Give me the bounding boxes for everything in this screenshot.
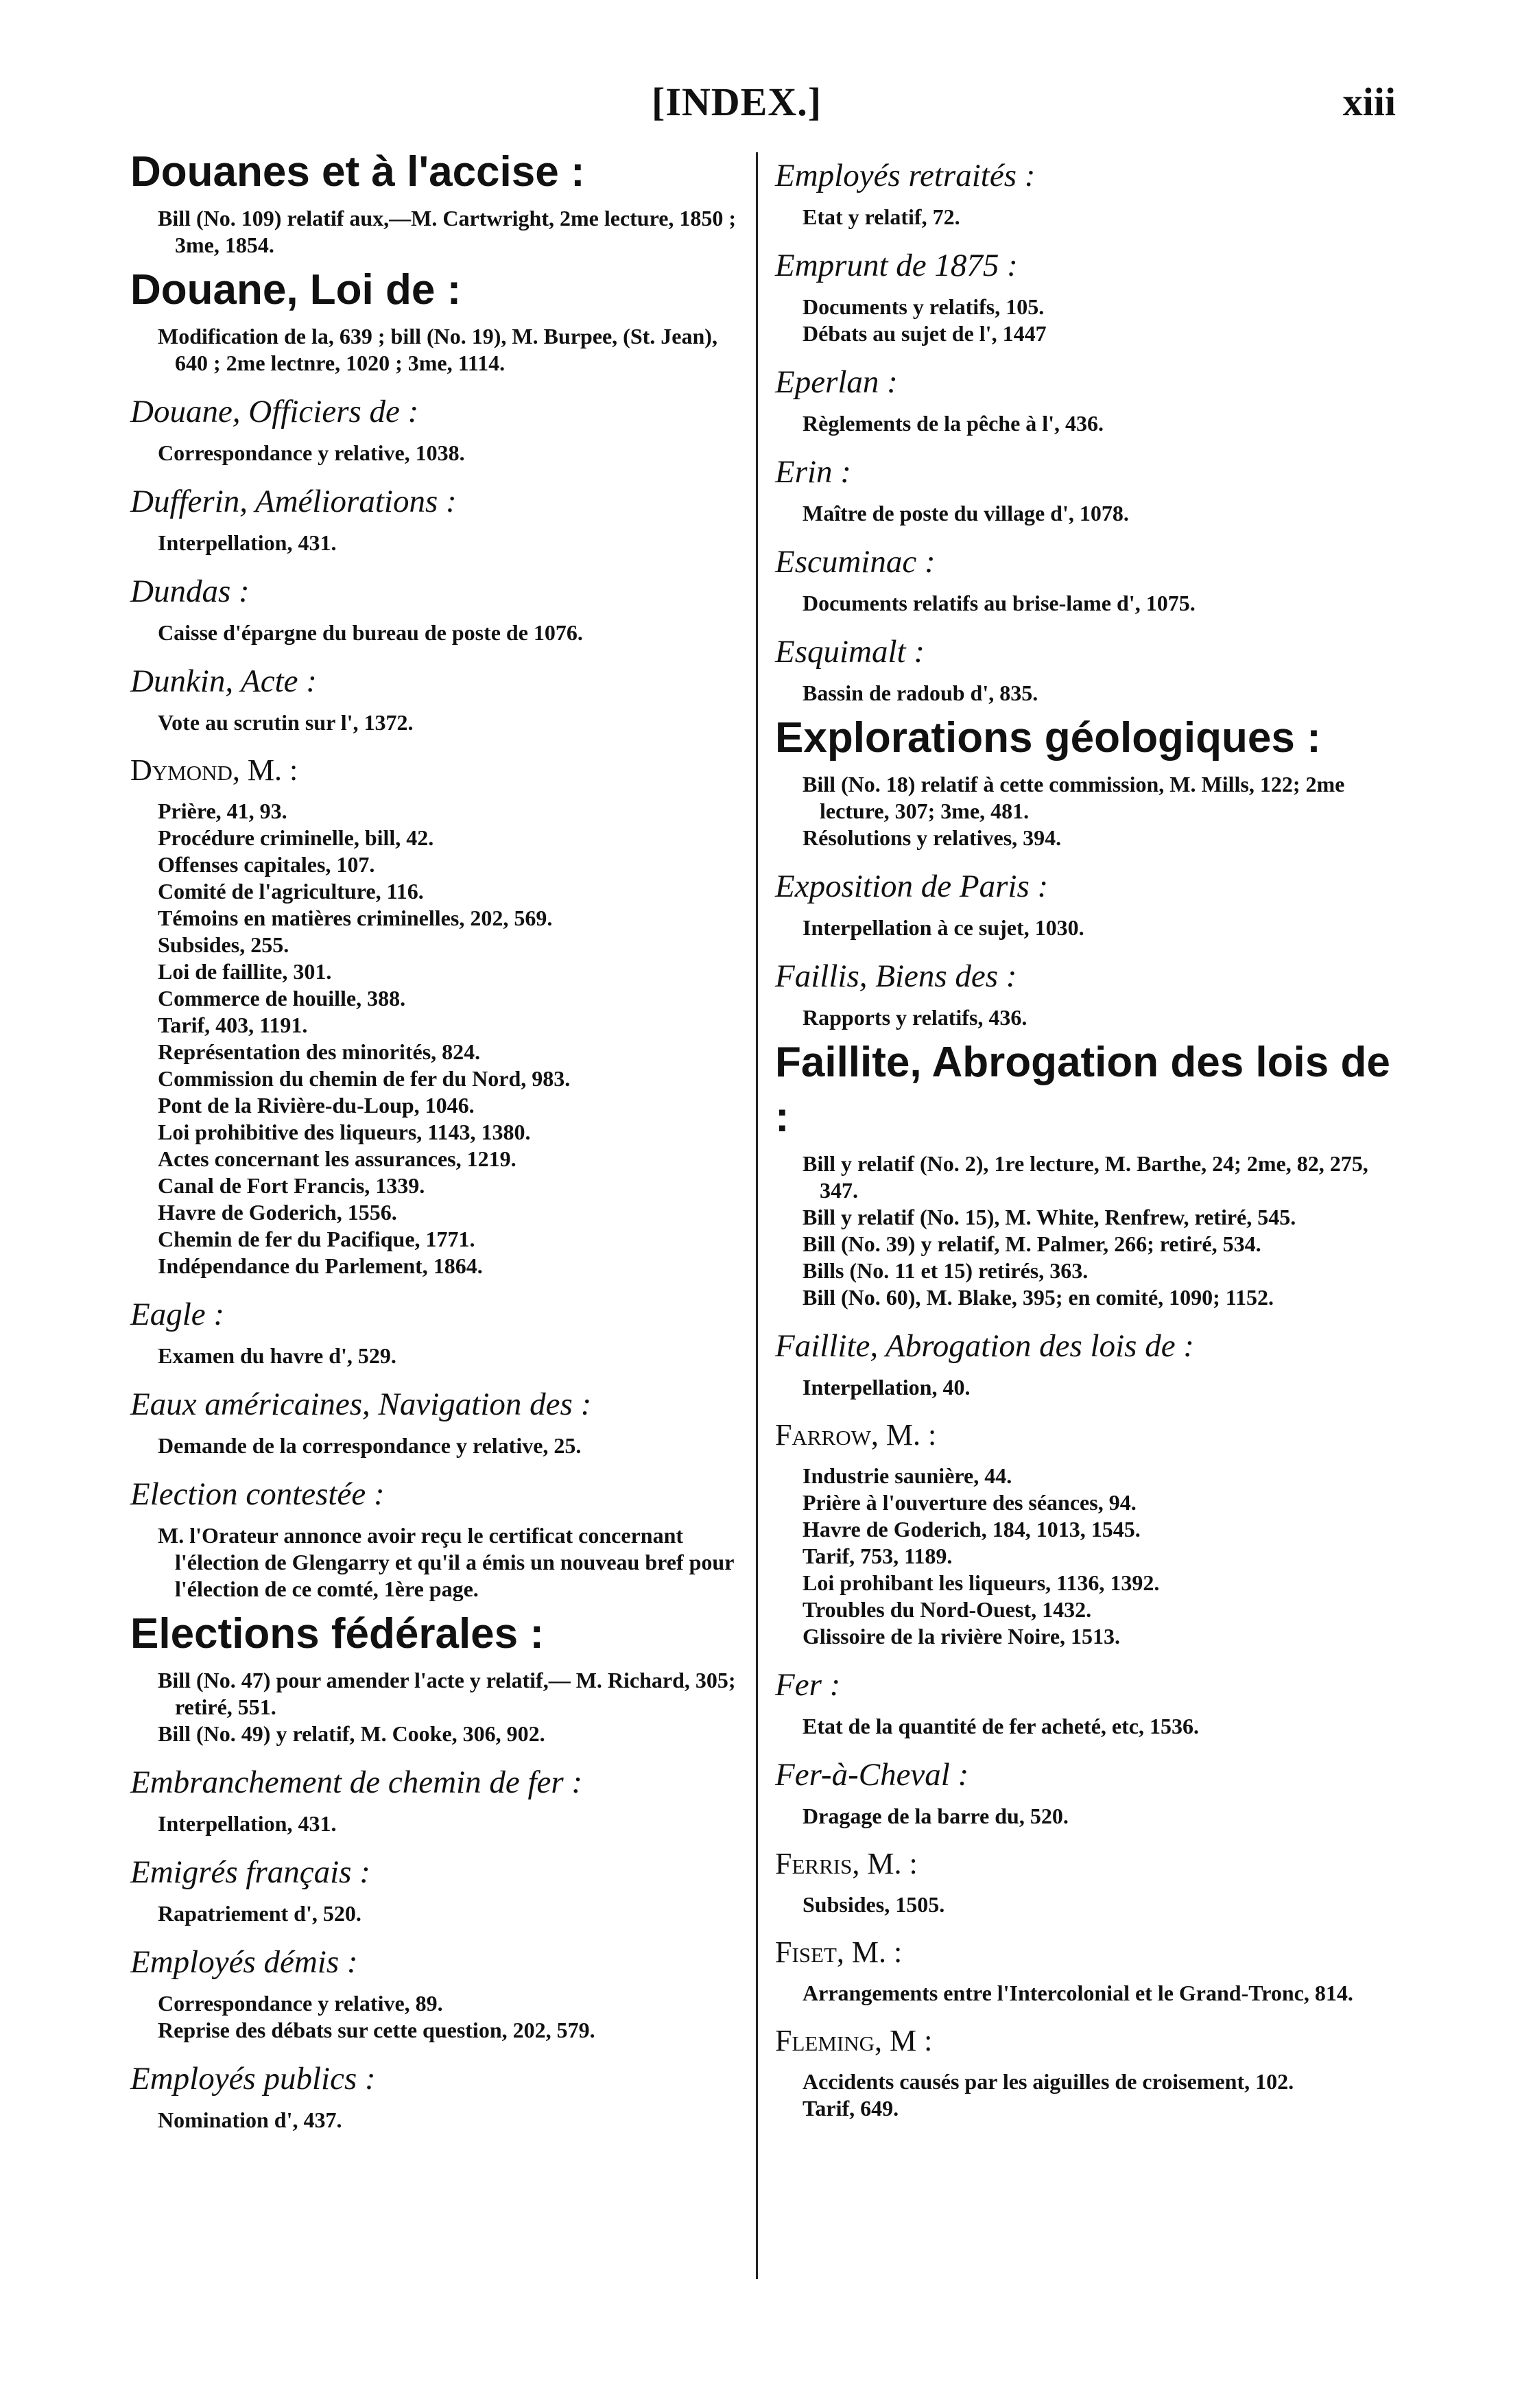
entry-line: Bill y relatif (No. 2), 1re lecture, M. Barthe, 24; 2me, 82, 275, 347. — [803, 1151, 1368, 1203]
entry-heading: Eaux américaines, Navigation des : — [130, 1386, 592, 1422]
entry-references — [130, 1522, 748, 1603]
entry-line: M. l'Orateur annonce avoir reçu le certificat concernant l'élection de Glengarry et qu'il a émis un nouveau bref pour l'élection de ce comté, 1ère page. — [158, 1523, 734, 1601]
index-entry — [130, 1939, 748, 2044]
entry-line: Offenses capitales, 107. — [158, 852, 375, 877]
entry-heading: Employés démis : — [130, 1944, 358, 1980]
index-entry — [130, 659, 748, 736]
page-header — [0, 79, 1533, 141]
entry-line: Pont de la Rivière-du-Loup, 1046. — [158, 1093, 475, 1118]
entry-line: Rapatriement d', 520. — [158, 1901, 361, 1926]
entry-references — [130, 798, 748, 1279]
index-entry — [775, 243, 1399, 347]
entry-heading: Dymond, M. : — [130, 753, 298, 787]
entry-line: Bill y relatif (No. 15), M. White, Renfrew, retiré, 545. — [803, 1205, 1296, 1229]
entry-line: Résolutions y relatives, 394. — [803, 825, 1062, 850]
entry-references — [130, 2107, 748, 2134]
entry-heading: Dunkin, Acte : — [130, 663, 317, 699]
index-entry — [130, 1472, 748, 1603]
entry-line: Bill (No. 109) relatif aux,—M. Cartwright, 2me lecture, 1850 ; 3me, 1854. — [158, 206, 737, 257]
entry-heading: Emprunt de 1875 : — [775, 248, 1018, 283]
index-entry — [130, 2056, 748, 2134]
entry-line: Caisse d'épargne du bureau de poste de 1076. — [158, 620, 583, 645]
entry-references — [775, 914, 1399, 941]
entry-line: Documents relatifs au brise-lame d', 1075. — [803, 591, 1196, 615]
entry-line: Etat de la quantité de fer acheté, etc, 1536. — [803, 1714, 1199, 1738]
entry-references — [130, 1343, 748, 1369]
entry-line: Tarif, 403, 1191. — [158, 1013, 308, 1037]
entry-heading: Eperlan : — [775, 364, 898, 400]
index-entry — [130, 389, 748, 467]
entry-references — [775, 1463, 1399, 1650]
entry-line: Comité de l'agriculture, 116. — [158, 879, 424, 904]
entry-line: Prière à l'ouverture des séances, 94. — [803, 1490, 1137, 1515]
entry-line: Bill (No. 18) relatif à cette commission, M. Mills, 122; 2me lecture, 307; 3me, 481. — [803, 772, 1345, 823]
entry-heading: Faillite, Abrogation des lois de : — [775, 1328, 1194, 1364]
entry-references — [130, 530, 748, 556]
entry-references — [775, 1980, 1399, 2007]
entry-line: Subsides, 1505. — [803, 1892, 945, 1917]
entry-line: Commission du chemin de fer du Nord, 983. — [158, 1066, 571, 1091]
entry-heading: Dufferin, Améliorations : — [130, 484, 457, 519]
entry-references — [775, 500, 1399, 527]
entry-references — [130, 1432, 748, 1459]
entry-heading: Esquimalt : — [775, 634, 925, 670]
entry-line: Correspondance y relative, 1038. — [158, 440, 465, 465]
entry-line: Troubles du Nord-Ouest, 1432. — [803, 1597, 1092, 1622]
entry-line: Bill (No. 47) pour amender l'acte y relatif,— M. Richard, 305; retiré, 551. — [158, 1668, 736, 1719]
entry-line: Canal de Fort Francis, 1339. — [158, 1173, 425, 1198]
index-entry — [130, 145, 748, 259]
entry-line: Indépendance du Parlement, 1864. — [158, 1253, 483, 1278]
index-entry — [775, 359, 1399, 437]
right-column — [775, 141, 1399, 2122]
entry-line: Glissoire de la rivière Noire, 1513. — [803, 1624, 1121, 1649]
entry-line: Prière, 41, 93. — [158, 799, 287, 823]
entry-line: Bassin de radoub d', 835. — [803, 681, 1038, 705]
entry-line: Bill (No. 39) y relatif, M. Palmer, 266; retiré, 534. — [803, 1231, 1261, 1256]
entry-heading: Fleming, M : — [775, 2024, 933, 2057]
entry-line: Commerce de houille, 388. — [158, 986, 406, 1011]
entry-line: Documents y relatifs, 105. — [803, 294, 1045, 319]
entry-line: Reprise des débats sur cette question, 202, 579. — [158, 2018, 595, 2042]
index-entry — [130, 1850, 748, 1927]
index-entry — [130, 748, 748, 1279]
entry-references — [775, 1713, 1399, 1740]
entry-line: Débats au sujet de l', 1447 — [803, 321, 1047, 346]
entry-line: Témoins en matières criminelles, 202, 569. — [158, 906, 553, 930]
entry-line: Loi de faillite, 301. — [158, 959, 332, 984]
entry-line: Vote au scrutin sur l', 1372. — [158, 710, 414, 735]
entry-line: Loi prohibitive des liqueurs, 1143, 1380. — [158, 1120, 531, 1144]
index-entry — [130, 1607, 748, 1747]
entry-line: Représentation des minorités, 824. — [158, 1039, 481, 1064]
index-entry — [775, 864, 1399, 941]
entry-line: Subsides, 255. — [158, 932, 289, 957]
entry-heading: Fer-à-Cheval : — [775, 1757, 969, 1793]
entry-line: Bills (No. 11 et 15) retirés, 363. — [803, 1258, 1089, 1283]
entry-heading: Emigrés français : — [130, 1854, 370, 1890]
entry-line: Dragage de la barre du, 520. — [803, 1804, 1069, 1828]
entry-references — [130, 1990, 748, 2044]
entry-line: Examen du havre d', 529. — [158, 1343, 396, 1368]
entry-heading: Election contestée : — [130, 1476, 385, 1512]
entry-references — [130, 323, 748, 377]
column-divider — [756, 152, 758, 2279]
entry-heading: Elections fédérales : — [130, 1610, 545, 1657]
index-entry — [775, 954, 1399, 1031]
entry-line: Interpellation à ce sujet, 1030. — [803, 915, 1084, 940]
entry-heading: Fiset, M. : — [775, 1935, 903, 1969]
index-entry — [775, 629, 1399, 707]
entry-heading: Exposition de Paris : — [775, 869, 1049, 904]
entry-line: Rapports y relatifs, 436. — [803, 1005, 1027, 1030]
entry-line: Bill (No. 49) y relatif, M. Cooke, 306, 902. — [158, 1721, 545, 1746]
entry-line: Interpellation, 40. — [803, 1375, 971, 1400]
entry-references — [775, 294, 1399, 347]
entry-line: Interpellation, 431. — [158, 1811, 337, 1836]
entry-references — [775, 410, 1399, 437]
index-entry — [130, 1382, 748, 1459]
entry-line: Chemin de fer du Pacifique, 1771. — [158, 1227, 475, 1251]
entry-heading: Fer : — [775, 1667, 841, 1703]
entry-line: Tarif, 753, 1189. — [803, 1544, 953, 1568]
entry-references — [130, 619, 748, 646]
entry-heading: Ferris, M. : — [775, 1847, 918, 1880]
entry-line: Règlements de la pêche à l', 436. — [803, 411, 1104, 436]
index-entry — [775, 1035, 1399, 1311]
entry-line: Havre de Goderich, 184, 1013, 1545. — [803, 1517, 1141, 1542]
entry-line: Maître de poste du village d', 1078. — [803, 501, 1129, 526]
entry-line: Interpellation, 431. — [158, 530, 337, 555]
entry-heading: Escuminac : — [775, 544, 936, 580]
index-entry — [775, 539, 1399, 617]
entry-heading: Employés retraités : — [775, 158, 1036, 193]
index-entry — [775, 2019, 1399, 2122]
entry-references — [775, 771, 1399, 851]
entry-heading: Farrow, M. : — [775, 1418, 937, 1452]
entry-line: Arrangements entre l'Intercolonial et le Grand-Tronc, 814. — [803, 1981, 1353, 2005]
entry-heading: Faillite, Abrogation des lois de : — [775, 1039, 1390, 1141]
entry-references — [775, 1004, 1399, 1031]
entry-line: Procédure criminelle, bill, 42. — [158, 825, 434, 850]
entry-heading: Explorations géologiques : — [775, 714, 1321, 762]
index-entry — [130, 263, 748, 377]
entry-heading: Dundas : — [130, 574, 250, 609]
entry-heading: Douanes et à l'accise : — [130, 148, 585, 196]
index-entry — [130, 569, 748, 646]
index-entry — [130, 1292, 748, 1369]
entry-heading: Eagle : — [130, 1297, 225, 1332]
entry-line: Actes concernant les assurances, 1219. — [158, 1146, 516, 1171]
entry-heading: Employés publics : — [130, 2061, 376, 2097]
entry-heading: Douane, Officiers de : — [130, 394, 419, 429]
left-column — [130, 141, 748, 2134]
entry-references — [130, 1667, 748, 1747]
entry-line: Loi prohibant les liqueurs, 1136, 1392. — [803, 1570, 1160, 1595]
index-entry — [775, 1662, 1399, 1740]
entry-references — [130, 440, 748, 467]
page-number: xiii — [1342, 80, 1396, 124]
entry-references — [775, 204, 1399, 231]
entry-line: Correspondance y relative, 89. — [158, 1991, 443, 2016]
entry-line: Modification de la, 639 ; bill (No. 19), M. Burpee, (St. Jean), 640 ; 2me lectnre, 1020 ; 3me, 1114. — [158, 324, 717, 375]
index-entry — [775, 1752, 1399, 1830]
entry-references — [775, 2068, 1399, 2122]
entry-references — [775, 590, 1399, 617]
header-title: [INDEX.] — [652, 80, 822, 124]
entry-heading: Douane, Loi de : — [130, 266, 462, 314]
entry-references — [130, 709, 748, 736]
index-entry — [130, 1760, 748, 1837]
entry-heading: Embranchement de chemin de fer : — [130, 1764, 583, 1800]
index-entry — [775, 1413, 1399, 1650]
entry-line: Etat y relatif, 72. — [803, 204, 960, 229]
index-entry — [775, 153, 1399, 231]
index-entry — [130, 479, 748, 556]
entry-references — [130, 1900, 748, 1927]
index-entry — [775, 449, 1399, 527]
entry-references — [130, 1810, 748, 1837]
entry-line: Nomination d', 437. — [158, 2108, 342, 2132]
entry-references — [775, 680, 1399, 707]
index-entry — [775, 1323, 1399, 1401]
entry-line: Bill (No. 60), M. Blake, 395; en comité, 1090; 1152. — [803, 1285, 1274, 1310]
entry-line: Accidents causés par les aiguilles de croisement, 102. — [803, 2069, 1294, 2094]
entry-line: Industrie saunière, 44. — [803, 1463, 1012, 1488]
entry-heading: Faillis, Biens des : — [775, 958, 1017, 994]
entry-references — [775, 1891, 1399, 1918]
entry-heading: Erin : — [775, 454, 851, 490]
entry-references — [775, 1150, 1399, 1311]
entry-line: Demande de la correspondance y relative, 25. — [158, 1433, 582, 1458]
entry-line: Havre de Goderich, 1556. — [158, 1200, 397, 1225]
index-entry — [775, 711, 1399, 851]
index-entry — [775, 1931, 1399, 2007]
entry-references — [775, 1374, 1399, 1401]
entry-line: Tarif, 649. — [803, 2096, 899, 2121]
entry-references — [775, 1803, 1399, 1830]
entry-references — [130, 205, 748, 259]
index-entry — [775, 1842, 1399, 1918]
